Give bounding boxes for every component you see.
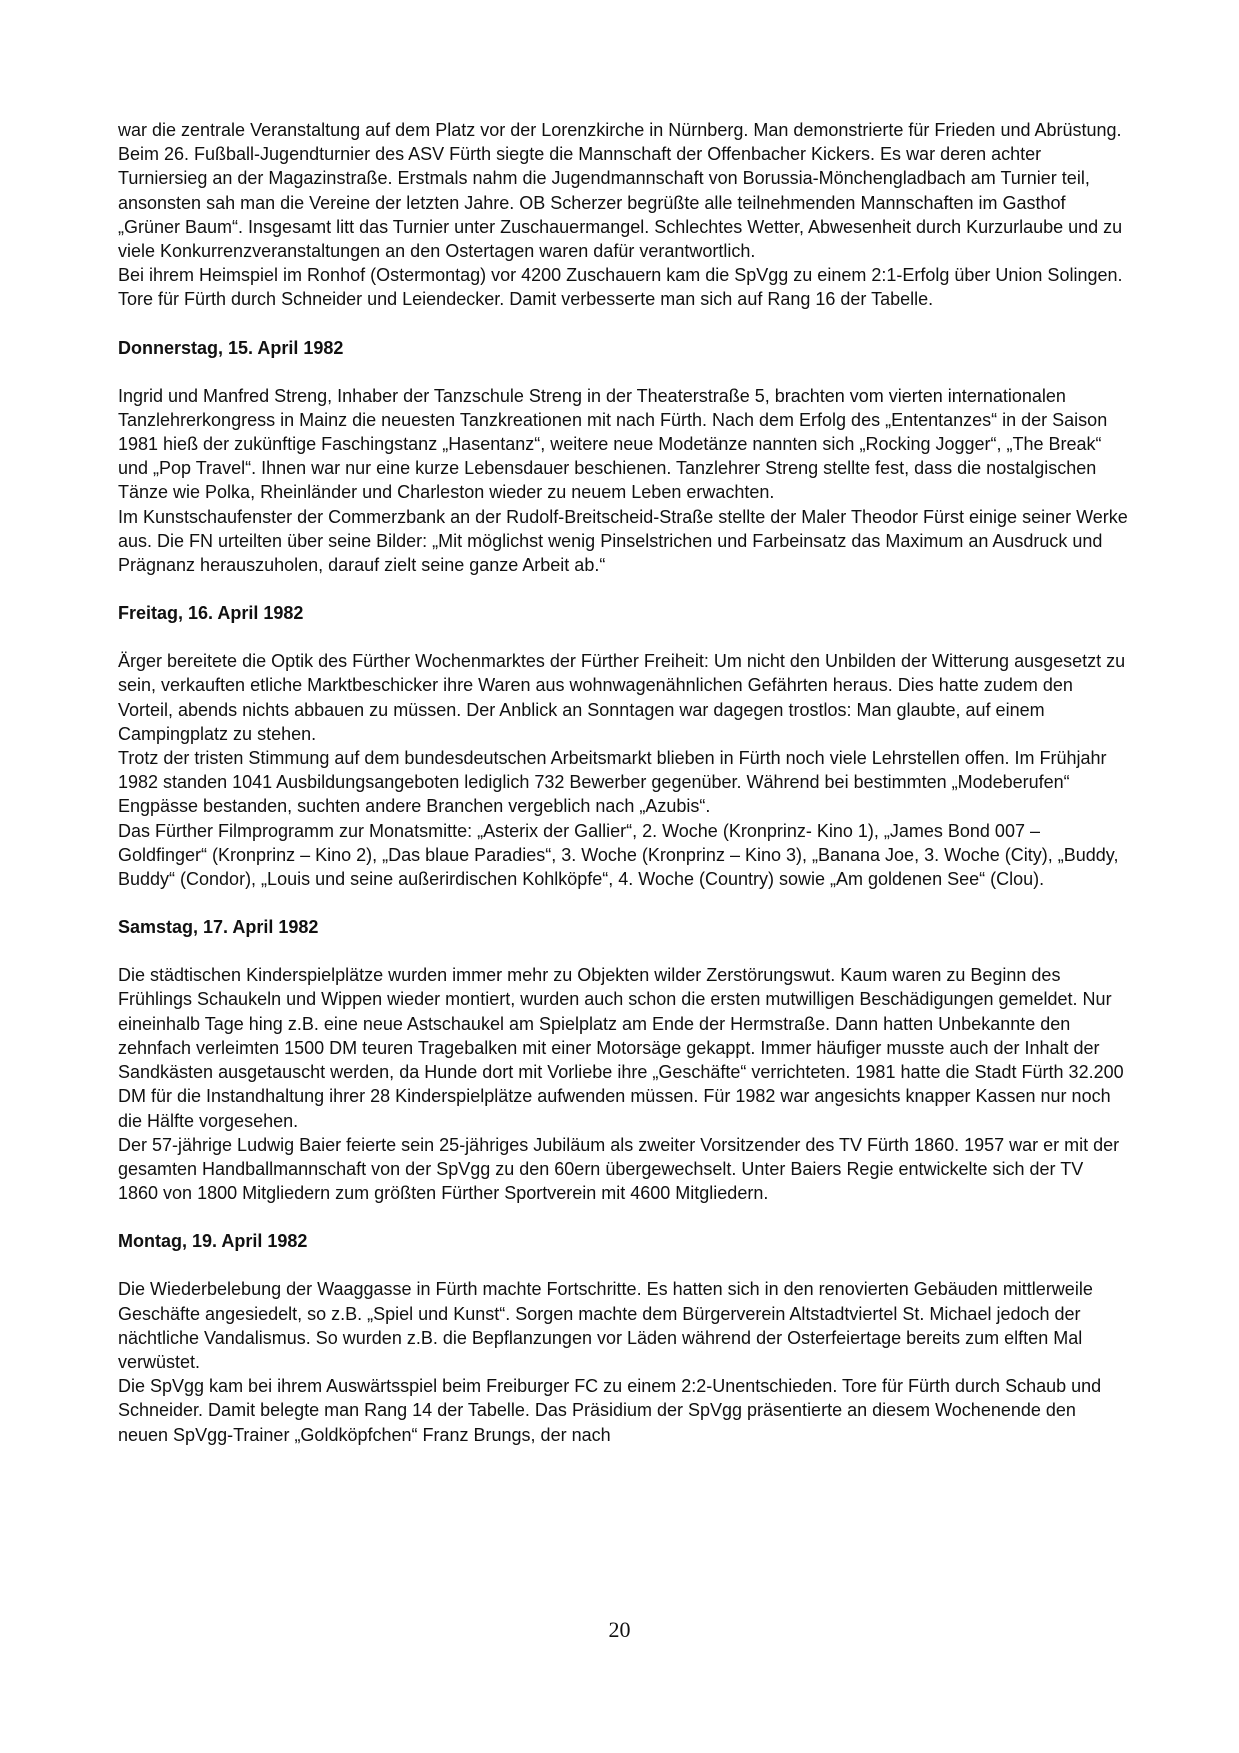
section-heading: Montag, 19. April 1982 (118, 1231, 308, 1252)
paragraph: Ingrid und Manfred Streng, Inhaber der Tanzschule Streng in der Theaterstraße 5, brachten vom vierten internationalen Tanzlehrerkongress in Mainz die neuesten Tanzkreationen mit nach Fürth. Nach dem Erfolg des „Ententanzes“ in der Saison 1981 hieß der zukünftige Faschingstanz „Hasentanz“, weitere neue Modetänze nannten sich „Rocking Jogger“, „The Break“ und „Pop Travel“. Ihnen war nur eine kurze Lebensdauer beschienen. Tanzlehrer Streng stellte fest, dass die nostalgischen Tänze wie Polka, Rheinländer und Charleston wieder zu neuem Leben erwachten. (118, 385, 1108, 503)
section-heading: Donnerstag, 15. April 1982 (118, 337, 344, 358)
intro-block (118, 118, 1128, 312)
paragraph: Bei ihrem Heimspiel im Ronhof (Ostermontag) vor 4200 Zuschauern kam die SpVgg zu einem 2:1-Erfolg über Union Solingen. Tore für Fürth durch Schneider und Leiendecker. Damit verbesserte man sich auf Rang 16 der Tabelle. (118, 265, 1123, 310)
paragraph: Die SpVgg kam bei ihrem Auswärtsspiel beim Freiburger FC zu einem 2:2-Unentschieden. Tore für Fürth durch Schaub und Schneider. Damit belegte man Rang 14 der Tabelle. Das Präsidium der SpVgg präsentierte an diesem Wochenende den neuen SpVgg-Trainer „Goldköpfchen“ Franz Brungs, der nach (118, 1376, 1102, 1445)
paragraph: Ärger bereitete die Optik des Fürther Wochenmarktes der Fürther Freiheit: Um nicht den Unbilden der Witterung ausgesetzt zu sein, verkauften etliche Marktbeschicker ihre Waren aus wohnwagenähnlichen Gefährten heraus. Dies hatte zudem den Vorteil, abends nichts abbauen zu müssen. Der Anblick an Sonntagen war dagegen trostlos: Man glaubte, auf einem Campingplatz zu stehen. (118, 651, 1126, 744)
paragraph: Im Kunstschaufenster der Commerzbank an der Rudolf-Breitscheid-Straße stellte der Maler Theodor Fürst einige seiner Werke aus. Die FN urteilten über seine Bilder: „Mit möglichst wenig Pinselstrichen und Farbeinsatz das Maximum an Ausdruck und Prägnanz herauszuholen, darauf zielt seine ganze Arbeit ab.“ (118, 506, 1128, 576)
section-body (118, 384, 1128, 578)
section-body (118, 1277, 1128, 1446)
paragraph: Die städtischen Kinderspielplätze wurden immer mehr zu Objekten wilder Zerstörungswut. Kaum waren zu Beginn des Frühlings Schaukeln und Wippen wieder montiert, wurden auch schon die ersten mutwilligen Beschädigungen gemeldet. Nur eineinhalb Tage hing z.B. eine neue Astschaukel am Spielplatz am Ende der Hermstraße. Dann hatten Unbekannte den zehnfach verleimten 1500 DM teuren Tragebalken mit einer Motorsäge gekappt. Immer häufiger musste auch der Inhalt der Sandkästen ausgetauscht werden, da Hunde dort mit Vorliebe ihre „Geschäfte“ verrichteten. 1981 hatte die Stadt Fürth 32.200 DM für die Instandhaltung ihrer 28 Kinderspielplätze aufwenden müssen. Für 1982 war angesichts knapper Kassen nur noch die Hälfte vorgesehen. (118, 965, 1124, 1131)
section-heading: Samstag, 17. April 1982 (118, 917, 319, 938)
paragraph: war die zentrale Veranstaltung auf dem Platz vor der Lorenzkirche in Nürnberg. Man demonstrierte für Frieden und Abrüstung. (118, 120, 1122, 140)
section-body (118, 963, 1128, 1205)
document-page (118, 118, 1128, 1447)
paragraph: Beim 26. Fußball-Jugendturnier des ASV Fürth siegte die Mannschaft der Offenbacher Kickers. Es war deren achter Turniersieg an der Magazinstraße. Erstmals nahm die Jugendmannschaft von Borussia-Mönchengladbach am Turnier teil, ansonsten sah man die Vereine der letzten Jahre. OB Scherzer begrüßte alle teilnehmenden Mannschaften im Gasthof „Grüner Baum“. Insgesamt litt das Turnier unter Zuschauermangel. Schlechtes Wetter, Abwesenheit durch Kurzurlaube und zu viele Konkurrenzveranstaltungen an den Ostertagen waren dafür verantwortlich. (118, 144, 1123, 262)
page-number: 20 (608, 1617, 631, 1642)
paragraph: Der 57-jährige Ludwig Baier feierte sein 25-jähriges Jubiläum als zweiter Vorsitzender des TV Fürth 1860. 1957 war er mit der gesamten Handballmannschaft von der SpVgg zu den 60ern übergewechselt. Unter Baiers Regie entwickelte sich der TV 1860 von 1800 Mitgliedern zum größten Fürther Sportverein mit 4600 Mitgliedern. (118, 1134, 1120, 1204)
paragraph: Trotz der tristen Stimmung auf dem bundesdeutschen Arbeitsmarkt blieben in Fürth noch viele Lehrstellen offen. Im Frühjahr 1982 standen 1041 Ausbildungsangeboten lediglich 732 Bewerber gegenüber. Während bei bestimmten „Modeberufen“ Engpässe bestanden, suchten andere Branchen vergeblich nach „Azubis“. (118, 748, 1107, 817)
section-heading: Freitag, 16. April 1982 (118, 603, 304, 624)
paragraph: Das Fürther Filmprogramm zur Monatsmitte: „Asterix der Gallier“, 2. Woche (Kronprinz- Kino 1), „James Bond 007 – Goldfinger“ (Kronprinz – Kino 2), „Das blaue Paradies“, 3. Woche (Kronprinz – Kino 3), „Banana Joe, 3. Woche (City), „Buddy, Buddy“ (Condor), „Louis und seine außerirdischen Kohlköpfe“, 4. Woche (Country) sowie „Am goldenen See“ (Clou). (118, 820, 1119, 890)
section-body (118, 649, 1128, 891)
paragraph: Die Wiederbelebung der Waaggasse in Fürth machte Fortschritte. Es hatten sich in den renovierten Gebäuden mittlerweile Geschäfte angesiedelt, so z.B. „Spiel und Kunst“. Sorgen machte dem Bürgerverein Altstadtviertel St. Michael jedoch der nächtliche Vandalismus. So wurden z.B. die Bepflanzungen vor Läden während der Osterfeiertage bereits zum elften Mal verwüstet. (118, 1279, 1093, 1372)
